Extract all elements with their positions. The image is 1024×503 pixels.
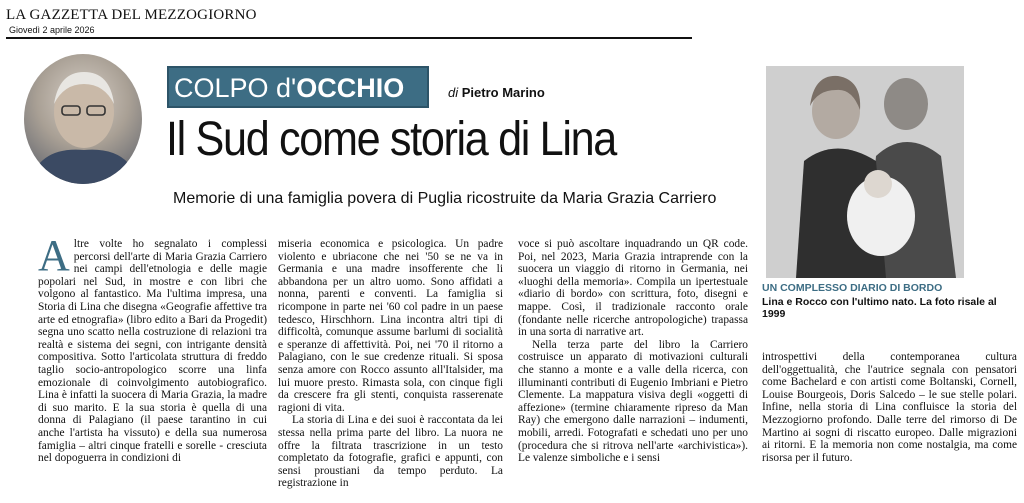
subheadline: Memorie di una famiglia povera di Puglia ricostruite da Maria Grazia Carriero bbox=[173, 190, 717, 207]
drop-cap: A bbox=[38, 231, 70, 280]
rubric-banner bbox=[167, 66, 429, 108]
masthead-rule bbox=[6, 37, 692, 39]
author-portrait bbox=[24, 54, 142, 184]
column-1-paragraph bbox=[38, 231, 267, 465]
article-photo bbox=[766, 66, 964, 278]
rubric-bold: OCCHIO bbox=[296, 73, 405, 103]
article-column-1 bbox=[38, 231, 267, 465]
byline-prefix: di bbox=[448, 85, 459, 100]
rubric-light: COLPO d' bbox=[174, 73, 297, 103]
portrait-image bbox=[24, 54, 142, 184]
issue-date: Giovedì 2 aprile 2026 bbox=[9, 25, 95, 35]
column-4-paragraph-1: introspettivi della contemporanea cultura dell'oggettualità, che l'autrice segnala con pensatori come Bachelard e con artisti come Boltanski, Cornell, Louise Bourgeois, Doris Salcedo – le sue stelle polari. Infine, nella storia di Lina confluisce la storia del Mezzogiorno profondo. Dalle terre del rimorso di De Martino ai sogni di riscatto europeo. Dalle migrazioni ai ritorni. E la memoria non come nostalgia, ma come risorsa per il futuro. bbox=[762, 351, 1017, 464]
photo-image bbox=[766, 66, 964, 278]
headline: Il Sud come storia di Lina bbox=[166, 113, 616, 166]
column-3-paragraph-2: Nella terza parte del libro la Carriero costruisce un apparato di motivazioni culturali che stanno a monte e a valle della ricerca, con illuminanti contributi di Eugenio Imbriani e Pietro Clemente. La mappatura visiva degli «oggetti di affezione» (termine chiaramente ripreso da Man Ray) che emergono dalle narrazioni – indumenti, mobili, arredi. Fotografati e schedati uno per uno (procedura che si ritrova nell'arte «archivistica»). Le valenze simboliche e i sensi bbox=[518, 338, 748, 465]
article-column-4 bbox=[762, 351, 1017, 464]
article-column-2 bbox=[278, 238, 503, 490]
newspaper-masthead: LA GAZZETTA DEL MEZZOGIORNO bbox=[6, 7, 257, 23]
caption-title: UN COMPLESSO DIARIO DI BORDO bbox=[762, 282, 943, 294]
byline bbox=[448, 85, 545, 100]
column-3-paragraph-1: voce si può ascoltare inquadrando un QR code. Poi, nel 2023, Maria Grazia intraprende con la suocera un viaggio di ritorno in Germania, nei «luoghi della memoria». Compila un ipertestuale «diario di bordo» con scrittura, foto, disegni e mappe. Così, il tradizionale racconto orale (fondante nelle ricerche antropologiche) trapassa in una sorta di narrative art. bbox=[518, 238, 748, 339]
caption-text: Lina e Rocco con l'ultimo nato. La foto risale al 1999 bbox=[762, 296, 997, 320]
byline-author: Pietro Marino bbox=[461, 85, 545, 100]
column-2-paragraph-2: La storia di Lina e dei suoi è raccontata da lei stessa nella prima parte del libro. La nuora ne offre la filtrata trascrizione in un testo completato da fotografie, grafici e appunti, con sensi proustiani da tempo perduto. La registrazione in bbox=[278, 414, 503, 490]
column-2-paragraph-1: miseria economica e psicologica. Un padre violento e ubriacone che nei '50 se ne va in Germania e una madre insofferente che li abbandona per un altro uomo. Sono affidati a nonna, parenti e conventi. La famiglia si ricompone in parte nei '60 col padre in un paese tedesco, Hirschhorn. Lina incontra altri tipi di difficoltà, comunque assume barlumi di socialità e speranze di affettività. Poi, nei '70 il ritorno a Palagiano, con le sue credenze rituali. Si sposa senza amore con Rocco assunto all'Italsider, ma lui muore presto. Rimasta sola, con cinque figli da crescere fra gli stenti, conquista rasserenate ragioni di vita. bbox=[278, 238, 503, 414]
column-1-text: ltre volte ho segnalato i complessi percorsi dell'arte di Maria Grazia Carriero nei campi dell'etnologia e delle magie popolari nel Sud, in mostre e con libri che volgono al fantastico. Ma l'ultima impresa, una Storia di Lina che disegna «Geografie affettive tra arte ed etnografia» (libro edito a Bari da Progedit) segna uno scatto nella costruzione di relazioni tra realtà e sistema dei segni, con intrigante densità compositiva. Sotto l'articolata struttura di freddo taglio socio-antropologico scorre una linfa emozionale di coinvolgimento autobiografico. Lina è infatti la suocera di Maria Grazia, la madre di suo marito. E la sua storia è quella di una donna di Palagiano (il paese tarantino in cui anche l'artista ha vissuto) e della sua numerosa famiglia – altri cinque fratelli e sorelle - cresciuta nel dopoguerra in condizioni di bbox=[38, 238, 267, 465]
article-column-3 bbox=[518, 238, 748, 465]
